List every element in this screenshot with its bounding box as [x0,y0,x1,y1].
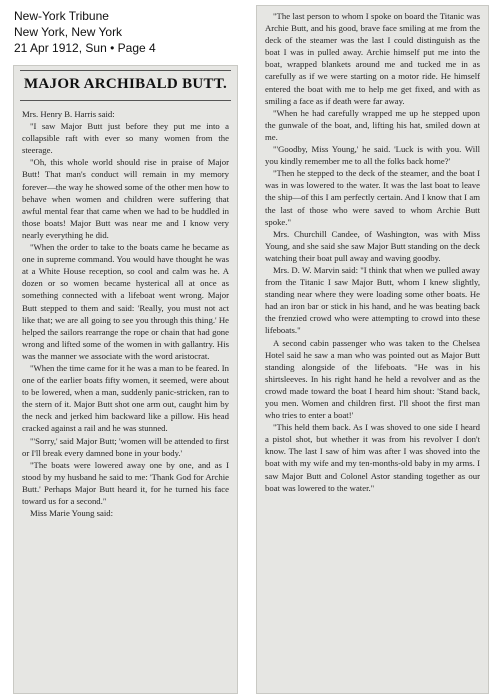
paragraph: "'Goodby, Miss Young,' he said. 'Luck is with you. Will you kindly remember me to all the folks back home?' [265,144,480,167]
left-column-text [22,108,229,519]
newspaper-name: New-York Tribune [14,9,109,23]
page-number: Page 4 [117,41,156,55]
article-clipping-right [256,5,489,694]
separator-bullet: • [110,41,115,55]
publication-place: New York, New York [14,25,123,39]
paragraph: "Oh, this whole world should rise in praise of Major Butt! That man's conduct will remain in my memory forever—the way he showed some of the other men how to behave when women and children were suffering that awful mental fear that came when we had to be huddled in those boats! Major Butt was near me and I know very nearly everything he did. [22,157,229,240]
paragraph: Mrs. Churchill Candee, of Washington, was with Miss Young, and she said she saw Major Butt standing on the deck watching their boat pull away and waving goodby. [265,228,480,263]
headline-rule [20,100,231,101]
paragraph: "This held them back. As I was shoved to one side I heard a pistol shot, but whether it was from his revolver I don't know. The last I saw of him was after I was shoved into the boat with my wife and my ten-months-old baby in my arms. I saw Major Butt and Colonel Astor standing together as our boat was lowered to the water." [265,422,480,493]
date-page-line [14,40,156,56]
paragraph: "When the order to take to the boats came he became as one in supreme command. You would have thought he was at a White House reception, so cool and calm was he. A dozen or so women became hysterical all at once as something connected with a lifeboat went wrong. Major Butt stepped to them and said: 'Really, you must not act like that; we are all going to see you through this thing.' He helped the sailors rearrange the rope or chain that had gone wrong and lifted some of the women in with gallantry. His was the manner we associate with the word aristocrat. [22,242,229,361]
top-rule [20,70,231,71]
paragraph: Miss Marie Young said: [30,508,114,519]
paragraph: "When the time came for it he was a man to be feared. In one of the earlier boats fifty women, it seemed, were about to be lowered, when a man, suddenly panic-stricken, ran to the stern of it. Major Butt shot one arm out, caught him by the neck and jerked him backward like a pillow. His head cracked against a rail and he was stunned. [22,362,229,434]
publication-date: 21 Apr 1912, Sun [14,41,107,55]
paragraph: "I saw Major Butt just before they put me into a collapsible raft with ever so many women from the steerage. [22,121,229,156]
paragraph: "The boats were lowered away one by one, and as I stood by my husband he said to me: 'Thank God for Archie Butt.' Perhaps Major Butt heard it, for he turned his face toward us for a second." [22,459,229,506]
paragraph: Mrs. D. W. Marvin said: "I think that when we pulled away from the Titanic I saw Major Butt, whom I knew slightly, standing near where they were loading some other boats. He had an iron bar or stick in his hand, and he was beating back the frenzied crowd who were attempting to crowd into these lifeboats." [265,264,480,336]
source-caption [14,8,156,56]
paragraph: "The last person to whom I spoke on board the Titanic was Archie Butt, and his good, brave face smiling at me from the deck of the steamer was the last I could distinguish as the boat I was in pulled away. Archie himself put me into the boat, wrapped blankets around me and tucked me in as carefully as if we were starting on a motor ride. He himself entered the boat with me to help me get fixed, and with as smiling a face as if death were far away. [265,11,480,106]
paragraph: "When he had carefully wrapped me up he stepped upon the gunwale of the boat, and, lifting his hat, smiled down at me. [265,107,480,142]
article-clipping-left [13,65,238,694]
paragraph: "'Sorry,' said Major Butt; 'women will be attended to first or I'll break every damned bone in your body.' [22,435,229,458]
article-headline: MAJOR ARCHIBALD BUTT. [23,76,228,92]
paragraph: "Then he stepped to the deck of the steamer, and the boat I was in was lowered to the water. It was the last boat to leave the ship—of this I am perfectly certain. And I know that I am the last of those who were saved to whom Archie Butt spoke." [265,168,480,227]
paragraph: A second cabin passenger who was taken to the Chelsea Hotel said he saw a man who was pointed out as Major Butt standing alongside of the lifeboats. "He was in his shirtsleeves. In his right hand he held a revolver and as the crowd made toward the boat I heard him shout: 'Stand back, you men. Women and children first. I'll shoot the first man who tries to enter a boat!' [265,337,480,421]
paragraph: Mrs. Henry B. Harris said: [22,109,115,119]
right-column-text [265,10,480,494]
